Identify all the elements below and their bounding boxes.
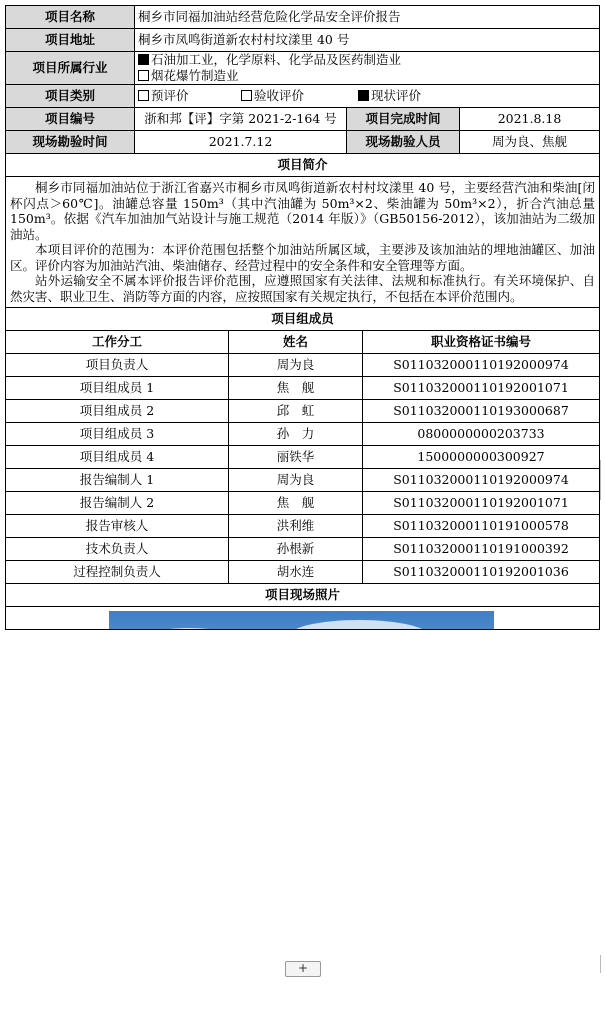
team-cert-cell: S011032000110192001071 xyxy=(363,377,600,400)
checkbox-checked-icon[interactable] xyxy=(138,54,149,65)
checkbox-checked-icon[interactable] xyxy=(358,90,369,101)
team-cert-cell: S011032000110192001071 xyxy=(363,492,600,515)
industry-option: 烟花爆竹制造业 xyxy=(138,68,596,84)
team-rows xyxy=(6,354,600,584)
team-role-cell: 报告编制人 2 xyxy=(6,492,229,515)
table-row xyxy=(6,446,600,469)
team-name-cell: 焦 舰 xyxy=(229,492,363,515)
project-address-label: 项目地址 xyxy=(6,29,135,52)
completion-time-value: 2021.8.18 xyxy=(460,108,600,131)
team-title: 项目组成员 xyxy=(6,308,600,331)
project-type-value xyxy=(135,85,600,108)
project-type-label: 项目类别 xyxy=(6,85,135,108)
checkbox-unchecked-icon[interactable] xyxy=(138,70,149,81)
scroll-edge-marker xyxy=(600,955,605,973)
team-name-cell: 焦 舰 xyxy=(229,377,363,400)
team-name-cell: 周为良 xyxy=(229,354,363,377)
checkbox-unchecked-icon[interactable] xyxy=(138,90,149,101)
type-option: 预评价 xyxy=(138,88,241,104)
scroll-edge-marker xyxy=(600,460,605,500)
team-role-cell: 项目负责人 xyxy=(6,354,229,377)
team-role-cell: 技术负责人 xyxy=(6,538,229,561)
project-number-label: 项目编号 xyxy=(6,108,135,131)
intro-paragraph: 站外运输安全不属本评价报告评价范围，应遵照国家有关法律、法规和标准执行。有关环境保护、自然灾害、职业卫生、消防等方面的内容，应按照国家有关规定执行，不包括在本评价范围内。 xyxy=(10,273,596,304)
team-role-cell: 报告审核人 xyxy=(6,515,229,538)
industry-option: 石油加工业，化学原料、化学品及医药制造业 xyxy=(138,52,596,68)
photo-title: 项目现场照片 xyxy=(6,584,600,607)
team-name-cell: 丽铁华 xyxy=(229,446,363,469)
team-cert-cell: S011032000110192000974 xyxy=(363,469,600,492)
table-row xyxy=(6,492,600,515)
team-role-cell: 项目组成员 4 xyxy=(6,446,229,469)
team-cert-cell: S011032000110192001036 xyxy=(363,561,600,584)
team-cert-cell: S011032000110191000392 xyxy=(363,538,600,561)
team-role-cell: 项目组成员 3 xyxy=(6,423,229,446)
table-row xyxy=(6,377,600,400)
table-row xyxy=(6,423,600,446)
team-cert-cell: S011032000110193000687 xyxy=(363,400,600,423)
team-name-cell: 邱 虹 xyxy=(229,400,363,423)
table-row xyxy=(6,469,600,492)
report-form xyxy=(5,5,599,702)
team-role-cell: 项目组成员 2 xyxy=(6,400,229,423)
intro-body xyxy=(6,177,600,308)
project-name-label: 项目名称 xyxy=(6,6,135,29)
survey-staff-label: 现场勘验人员 xyxy=(347,131,460,154)
team-role-cell: 项目组成员 1 xyxy=(6,377,229,400)
team-cert-cell: 1500000000300927 xyxy=(363,446,600,469)
info-table xyxy=(5,5,600,308)
table-row xyxy=(6,515,600,538)
intro-paragraph: 桐乡市同福加油站位于浙江省嘉兴市桐乡市凤鸣街道新农村村坟漾里 40 号，主要经营汽油和柴油[闭杯闪点＞60℃]。油罐总容量 150m³（其中汽油罐为 50m³×2、柴油罐为 50m³×2），折合汽油总量 150m³。依据《汽车加油加气站设计与施工规范（2014 年版）》（GB50156-2012），该加油站为二级加油站。 xyxy=(10,180,596,242)
project-address-value: 桐乡市凤鸣街道新农村村坟漾里 40 号 xyxy=(135,29,600,52)
table-row xyxy=(6,561,600,584)
completion-time-label: 项目完成时间 xyxy=(347,108,460,131)
team-cert-cell: S011032000110192000974 xyxy=(363,354,600,377)
team-header-role: 工作分工 xyxy=(6,331,229,354)
team-cert-cell: S011032000110191000578 xyxy=(363,515,600,538)
team-cert-cell: 0800000000203733 xyxy=(363,423,600,446)
team-name-cell: 孙 力 xyxy=(229,423,363,446)
survey-staff-value: 周为良、焦舰 xyxy=(460,131,600,154)
team-name-cell: 洪利维 xyxy=(229,515,363,538)
team-header-cert: 职业资格证书编号 xyxy=(363,331,600,354)
team-name-cell: 胡水连 xyxy=(229,561,363,584)
team-role-cell: 报告编制人 1 xyxy=(6,469,229,492)
site-photo: 中国石化 中国石化 xyxy=(109,611,494,630)
photo-cell xyxy=(6,607,600,702)
survey-time-value: 2021.7.12 xyxy=(135,131,347,154)
type-option: 验收评价 xyxy=(241,88,358,104)
team-header-name: 姓名 xyxy=(229,331,363,354)
project-industry-label: 项目所属行业 xyxy=(6,52,135,85)
team-name-cell: 周为良 xyxy=(229,469,363,492)
survey-time-label: 现场勘验时间 xyxy=(6,131,135,154)
team-name-cell: 孙根新 xyxy=(229,538,363,561)
type-option: 现状评价 xyxy=(358,88,421,103)
table-row xyxy=(6,400,600,423)
project-number-value: 浙和邦【评】字第 2021-2-164 号 xyxy=(135,108,347,131)
team-role-cell: 过程控制负责人 xyxy=(6,561,229,584)
checkbox-unchecked-icon[interactable] xyxy=(241,90,252,101)
sky xyxy=(109,611,494,630)
table-row xyxy=(6,354,600,377)
add-button[interactable]: + xyxy=(285,961,321,977)
intro-title: 项目简介 xyxy=(6,154,600,177)
team-table xyxy=(5,307,600,702)
project-name-value: 桐乡市同福加油站经营危险化学品安全评价报告 xyxy=(135,6,600,29)
project-industry-value xyxy=(135,52,600,85)
table-row xyxy=(6,538,600,561)
intro-paragraph: 本项目评价的范围为：本评价范围包括整个加油站所属区域，主要涉及该加油站的埋地油罐区、加油区。评价内容为加油站汽油、柴油储存、经营过程中的安全条件和安全管理等方面。 xyxy=(10,242,596,273)
